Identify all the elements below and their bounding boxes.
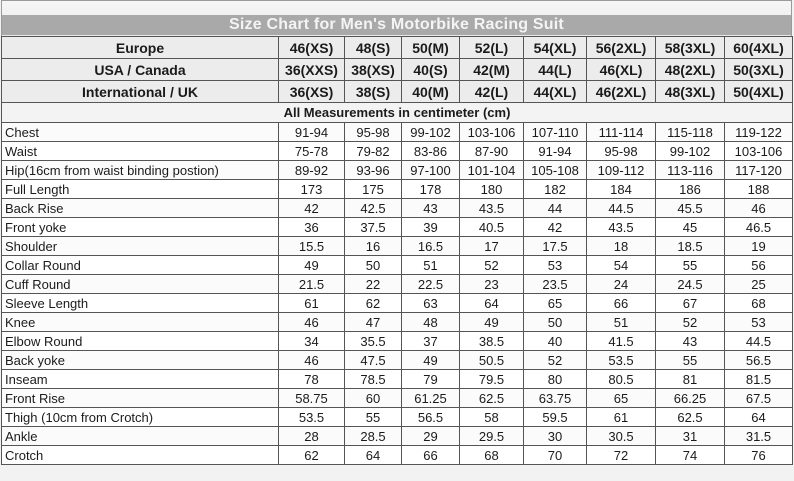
measurement-value: 117-120 (725, 161, 793, 180)
measurement-value: 188 (725, 180, 793, 199)
measurement-value: 44 (524, 199, 587, 218)
measurement-label: Back Rise (2, 199, 279, 218)
measurement-value: 64 (345, 446, 402, 465)
measurement-value: 56.5 (725, 351, 793, 370)
measurement-value: 43.5 (460, 199, 524, 218)
measurement-label: Crotch (2, 446, 279, 465)
measurement-value: 53.5 (587, 351, 656, 370)
chart-title-bar (1, 0, 792, 36)
measurement-value: 68 (725, 294, 793, 313)
measurement-value: 115-118 (656, 123, 725, 142)
measurement-label: Back yoke (2, 351, 279, 370)
measurement-label: Front yoke (2, 218, 279, 237)
measurement-value: 39 (402, 218, 460, 237)
size-cell: 48(2XL) (656, 59, 725, 81)
size-cell: 46(2XL) (587, 81, 656, 103)
table-row (2, 256, 793, 275)
size-cell: 54(XL) (524, 37, 587, 59)
measurement-value: 60 (345, 389, 402, 408)
measurement-value: 47.5 (345, 351, 402, 370)
measurement-value: 173 (279, 180, 345, 199)
measurement-value: 103-106 (460, 123, 524, 142)
measurement-value: 97-100 (402, 161, 460, 180)
measurement-value: 72 (587, 446, 656, 465)
measurement-value: 43 (656, 332, 725, 351)
measurement-value: 46 (279, 351, 345, 370)
measurement-value: 103-106 (725, 142, 793, 161)
measurement-value: 76 (725, 446, 793, 465)
size-cell: 60(4XL) (725, 37, 793, 59)
measurement-value: 62.5 (656, 408, 725, 427)
measurement-value: 89-92 (279, 161, 345, 180)
table-row (2, 351, 793, 370)
measurement-value: 37 (402, 332, 460, 351)
measurement-value: 17.5 (524, 237, 587, 256)
table-row (2, 332, 793, 351)
size-cell: 50(4XL) (725, 81, 793, 103)
measurement-label: Ankle (2, 427, 279, 446)
measurement-value: 52 (656, 313, 725, 332)
size-cell: 56(2XL) (587, 37, 656, 59)
table-row (2, 142, 793, 161)
table-row (2, 237, 793, 256)
measurement-value: 109-112 (587, 161, 656, 180)
measurement-value: 66.25 (656, 389, 725, 408)
measurement-value: 59.5 (524, 408, 587, 427)
measurement-value: 65 (524, 294, 587, 313)
size-cell: 38(XS) (345, 59, 402, 81)
table-row (2, 161, 793, 180)
size-cell: 50(3XL) (725, 59, 793, 81)
measurement-value: 45.5 (656, 199, 725, 218)
measurement-value: 74 (656, 446, 725, 465)
measurement-value: 56.5 (402, 408, 460, 427)
measurement-label: Hip(16cm from waist binding postion) (2, 161, 279, 180)
size-cell: 42(M) (460, 59, 524, 81)
size-cell: 58(3XL) (656, 37, 725, 59)
measurement-value: 65 (587, 389, 656, 408)
measurement-value: 51 (402, 256, 460, 275)
size-cell: 38(S) (345, 81, 402, 103)
measurement-value: 42 (279, 199, 345, 218)
measurement-label: Front Rise (2, 389, 279, 408)
size-cell: 48(S) (345, 37, 402, 59)
measurement-value: 51 (587, 313, 656, 332)
measurement-value: 67.5 (725, 389, 793, 408)
measurement-value: 58 (460, 408, 524, 427)
measurement-label: Full Length (2, 180, 279, 199)
measurement-value: 83-86 (402, 142, 460, 161)
measurement-value: 48 (402, 313, 460, 332)
measurement-value: 41.5 (587, 332, 656, 351)
measurement-value: 99-102 (656, 142, 725, 161)
measurement-value: 184 (587, 180, 656, 199)
measurement-value: 68 (460, 446, 524, 465)
measurement-label: Thigh (10cm from Crotch) (2, 408, 279, 427)
measurement-value: 63 (402, 294, 460, 313)
measurement-value: 31 (656, 427, 725, 446)
size-system-label: International / UK (2, 81, 279, 103)
measurement-value: 81.5 (725, 370, 793, 389)
table-row (2, 446, 793, 465)
measurement-label: Waist (2, 142, 279, 161)
measurement-value: 49 (402, 351, 460, 370)
size-system-row (2, 59, 793, 81)
size-cell: 36(XXS) (279, 59, 345, 81)
measurement-value: 53.5 (279, 408, 345, 427)
measurement-value: 91-94 (524, 142, 587, 161)
size-cell: 46(XS) (279, 37, 345, 59)
measurement-label: Knee (2, 313, 279, 332)
measurement-value: 37.5 (345, 218, 402, 237)
measurement-value: 186 (656, 180, 725, 199)
measurement-value: 58.75 (279, 389, 345, 408)
table-row (2, 370, 793, 389)
size-cell: 40(M) (402, 81, 460, 103)
measurement-value: 52 (460, 256, 524, 275)
size-cell: 42(L) (460, 81, 524, 103)
table-row (2, 180, 793, 199)
measurement-value: 50 (345, 256, 402, 275)
measurement-value: 42 (524, 218, 587, 237)
measurement-value: 40 (524, 332, 587, 351)
size-table (1, 36, 793, 465)
measurement-value: 24 (587, 275, 656, 294)
measurement-label: Sleeve Length (2, 294, 279, 313)
measurement-value: 62 (345, 294, 402, 313)
measurement-value: 18 (587, 237, 656, 256)
measurement-value: 16 (345, 237, 402, 256)
measurement-value: 43 (402, 199, 460, 218)
measurement-value: 111-114 (587, 123, 656, 142)
size-chart (1, 0, 792, 465)
size-cell: 44(XL) (524, 81, 587, 103)
measurement-value: 78.5 (345, 370, 402, 389)
table-row (2, 199, 793, 218)
measurement-value: 80 (524, 370, 587, 389)
measurement-value: 95-98 (587, 142, 656, 161)
measurement-value: 78 (279, 370, 345, 389)
measurement-value: 64 (725, 408, 793, 427)
measurement-value: 23 (460, 275, 524, 294)
measurement-value: 34 (279, 332, 345, 351)
size-cell: 40(S) (402, 59, 460, 81)
size-cell: 44(L) (524, 59, 587, 81)
measurement-value: 17 (460, 237, 524, 256)
size-cell: 46(XL) (587, 59, 656, 81)
measurement-value: 113-116 (656, 161, 725, 180)
measurement-label: Inseam (2, 370, 279, 389)
measurement-value: 35.5 (345, 332, 402, 351)
measurement-value: 38.5 (460, 332, 524, 351)
table-row (2, 408, 793, 427)
measurement-value: 55 (656, 351, 725, 370)
measurement-value: 79.5 (460, 370, 524, 389)
measurement-value: 61 (279, 294, 345, 313)
measurement-value: 55 (345, 408, 402, 427)
unit-note-row (2, 103, 793, 123)
table-row (2, 218, 793, 237)
measurement-value: 119-122 (725, 123, 793, 142)
measurement-value: 75-78 (279, 142, 345, 161)
measurement-value: 16.5 (402, 237, 460, 256)
measurement-value: 80.5 (587, 370, 656, 389)
measurement-value: 29.5 (460, 427, 524, 446)
measurement-value: 62 (279, 446, 345, 465)
table-row (2, 427, 793, 446)
size-table-body (2, 37, 793, 465)
measurement-value: 182 (524, 180, 587, 199)
measurement-value: 22 (345, 275, 402, 294)
measurement-value: 43.5 (587, 218, 656, 237)
chart-title: Size Chart for Men's Motorbike Racing Suit (2, 15, 791, 35)
measurement-value: 25 (725, 275, 793, 294)
table-row (2, 275, 793, 294)
size-cell: 50(M) (402, 37, 460, 59)
measurement-label: Cuff Round (2, 275, 279, 294)
measurement-value: 44.5 (587, 199, 656, 218)
measurement-value: 175 (345, 180, 402, 199)
measurement-value: 29 (402, 427, 460, 446)
size-system-label: Europe (2, 37, 279, 59)
table-row (2, 123, 793, 142)
measurement-value: 23.5 (524, 275, 587, 294)
measurement-value: 28.5 (345, 427, 402, 446)
measurement-value: 55 (656, 256, 725, 275)
measurement-value: 31.5 (725, 427, 793, 446)
measurement-label: Shoulder (2, 237, 279, 256)
table-row (2, 389, 793, 408)
measurement-value: 67 (656, 294, 725, 313)
measurement-value: 22.5 (402, 275, 460, 294)
measurement-value: 101-104 (460, 161, 524, 180)
measurement-value: 178 (402, 180, 460, 199)
measurement-value: 50.5 (460, 351, 524, 370)
measurement-value: 49 (460, 313, 524, 332)
measurement-value: 30.5 (587, 427, 656, 446)
measurement-value: 81 (656, 370, 725, 389)
measurement-value: 42.5 (345, 199, 402, 218)
measurement-value: 61.25 (402, 389, 460, 408)
measurement-value: 52 (524, 351, 587, 370)
measurement-value: 30 (524, 427, 587, 446)
measurement-value: 24.5 (656, 275, 725, 294)
measurement-value: 87-90 (460, 142, 524, 161)
measurement-value: 36 (279, 218, 345, 237)
size-cell: 36(XS) (279, 81, 345, 103)
size-cell: 52(L) (460, 37, 524, 59)
measurement-value: 62.5 (460, 389, 524, 408)
measurement-value: 99-102 (402, 123, 460, 142)
measurement-value: 53 (725, 313, 793, 332)
measurement-value: 50 (524, 313, 587, 332)
measurement-value: 46.5 (725, 218, 793, 237)
measurement-value: 56 (725, 256, 793, 275)
measurement-value: 64 (460, 294, 524, 313)
measurement-value: 28 (279, 427, 345, 446)
measurement-value: 66 (402, 446, 460, 465)
measurement-value: 95-98 (345, 123, 402, 142)
measurement-value: 44.5 (725, 332, 793, 351)
measurement-value: 180 (460, 180, 524, 199)
measurement-value: 79 (402, 370, 460, 389)
measurement-value: 45 (656, 218, 725, 237)
size-system-row (2, 37, 793, 59)
size-system-row (2, 81, 793, 103)
table-row (2, 313, 793, 332)
size-system-label: USA / Canada (2, 59, 279, 81)
measurement-value: 93-96 (345, 161, 402, 180)
measurement-label: Collar Round (2, 256, 279, 275)
measurement-value: 91-94 (279, 123, 345, 142)
measurement-value: 15.5 (279, 237, 345, 256)
unit-note: All Measurements in centimeter (cm) (2, 103, 793, 123)
measurement-value: 19 (725, 237, 793, 256)
measurement-value: 63.75 (524, 389, 587, 408)
measurement-value: 105-108 (524, 161, 587, 180)
size-cell: 48(3XL) (656, 81, 725, 103)
measurement-value: 46 (725, 199, 793, 218)
measurement-value: 49 (279, 256, 345, 275)
measurement-value: 66 (587, 294, 656, 313)
measurement-value: 70 (524, 446, 587, 465)
measurement-value: 53 (524, 256, 587, 275)
measurement-label: Elbow Round (2, 332, 279, 351)
measurement-value: 47 (345, 313, 402, 332)
measurement-value: 18.5 (656, 237, 725, 256)
measurement-value: 40.5 (460, 218, 524, 237)
measurement-value: 21.5 (279, 275, 345, 294)
table-row (2, 294, 793, 313)
measurement-value: 54 (587, 256, 656, 275)
measurement-value: 46 (279, 313, 345, 332)
measurement-value: 61 (587, 408, 656, 427)
measurement-label: Chest (2, 123, 279, 142)
measurement-value: 107-110 (524, 123, 587, 142)
measurement-value: 79-82 (345, 142, 402, 161)
